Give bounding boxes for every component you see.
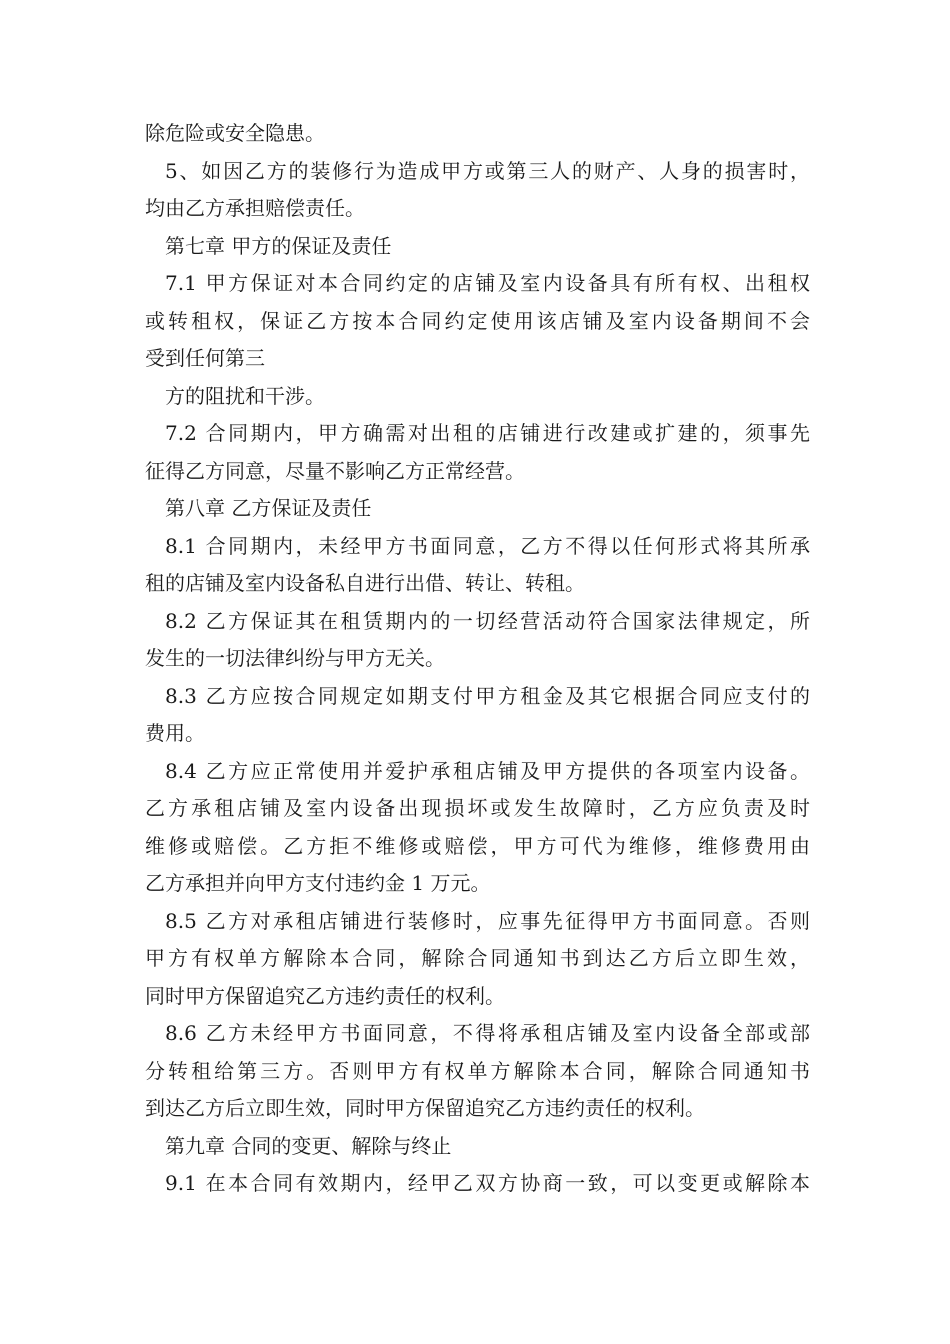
chapter-heading: 第七章 甲方的保证及责任 [165,233,392,258]
text-line: 8.3 乙方应按合同规定如期支付甲方租金及其它根据合同应支付的 [165,683,810,708]
text-line: 均由乙方承担赔偿责任。 [145,196,365,220]
text-line: 8.4 乙方应正常使用并爱护承租店铺及甲方提供的各项室内设备。 [165,758,810,783]
text-line: 8.6 乙方未经甲方书面同意，不得将承租店铺及室内设备全部或部 [165,1021,810,1045]
text-line: 发生的一切法律纠纷与甲方无关。 [145,646,445,670]
text-line: 乙方承担并向甲方支付违约金 1 万元。 [145,871,491,895]
text-line: 同时甲方保留追究乙方违约责任的权利。 [145,983,505,1008]
text-line: 9.1 在本合同有效期内，经甲乙双方协商一致，可以变更或解除本 [165,1171,810,1195]
chapter-heading: 第九章 合同的变更、解除与终止 [165,1133,452,1158]
text-line: 费用。 [145,721,205,745]
document-page [145,115,810,1203]
chapter-heading: 第八章 乙方保证及责任 [165,496,372,520]
text-line: 7.2 合同期内，甲方确需对出租的店铺进行改建或扩建的，须事先 [165,421,810,445]
text-line: 方的阻扰和干涉。 [165,383,325,408]
text-line: 租的店铺及室内设备私自进行出借、转让、转租。 [145,571,585,595]
text-line: 除危险或安全隐患。 [145,121,325,145]
text-line: 甲方有权单方解除本合同，解除合同通知书到达乙方后立即生效， [145,946,810,970]
text-line: 征得乙方同意，尽量不影响乙方正常经营。 [145,458,525,483]
text-line: 8.2 乙方保证其在租赁期内的一切经营活动符合国家法律规定，所 [165,608,810,633]
text-line: 8.5 乙方对承租店铺进行装修时，应事先征得甲方书面同意。否则 [165,908,810,933]
text-line: 或转租权，保证乙方按本合同约定使用该店铺及室内设备期间不会 [145,308,810,333]
text-line: 8.1 合同期内，未经甲方书面同意，乙方不得以任何形式将其所承 [165,533,810,558]
text-line: 到达乙方后立即生效，同时甲方保留追究乙方违约责任的权利。 [145,1096,705,1120]
text-line: 7.1 甲方保证对本合同约定的店铺及室内设备具有所有权、出租权 [165,271,810,295]
text-line: 乙方承租店铺及室内设备出现损坏或发生故障时，乙方应负责及时 [145,796,810,820]
text-line: 分转租给第三方。否则甲方有权单方解除本合同，解除合同通知书 [145,1058,810,1083]
text-line: 受到任何第三 [145,346,265,370]
text-line: 5、如因乙方的装修行为造成甲方或第三人的财产、人身的损害时， [165,158,810,183]
text-line: 维修或赔偿。乙方拒不维修或赔偿，甲方可代为维修，维修费用由 [145,833,810,858]
